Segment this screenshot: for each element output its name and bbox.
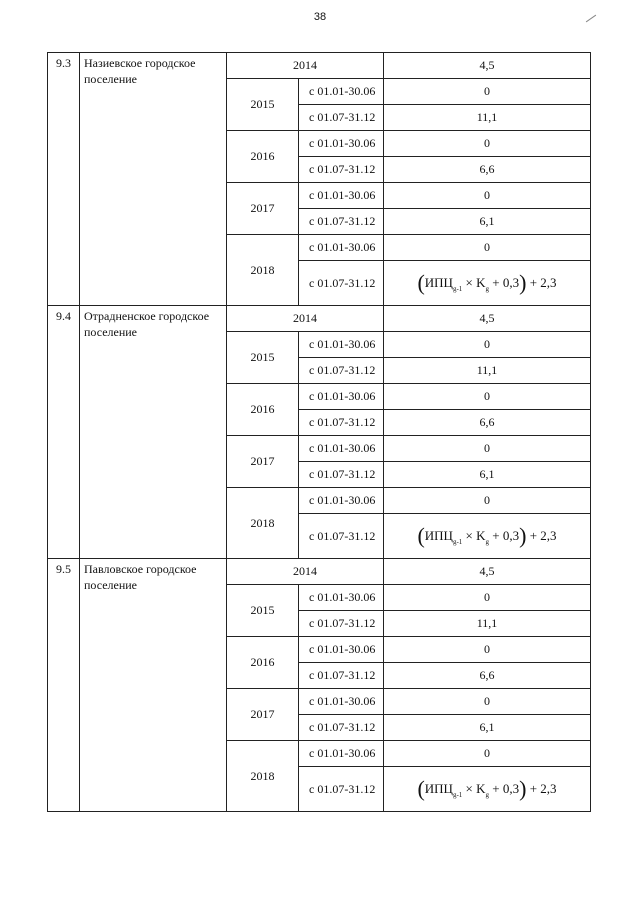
period-cell: с 01.07-31.12 bbox=[299, 261, 384, 306]
period-cell: с 01.01-30.06 bbox=[299, 131, 384, 157]
formula-expression bbox=[417, 270, 556, 296]
period-cell: с 01.07-31.12 bbox=[299, 358, 384, 384]
year-cell: 2017 bbox=[227, 183, 299, 235]
formula-tail: + 2,3 bbox=[526, 275, 557, 290]
year-cell: 2016 bbox=[227, 384, 299, 436]
value-cell: 11,1 bbox=[384, 358, 591, 384]
value-cell: 6,1 bbox=[384, 462, 591, 488]
period-cell: с 01.01-30.06 bbox=[299, 332, 384, 358]
period-cell: с 01.07-31.12 bbox=[299, 209, 384, 235]
year-cell: 2016 bbox=[227, 637, 299, 689]
value-cell: 6,6 bbox=[384, 157, 591, 183]
period-cell: с 01.07-31.12 bbox=[299, 663, 384, 689]
value-cell: 0 bbox=[384, 741, 591, 767]
value-cell: 4,5 bbox=[384, 559, 591, 585]
value-cell: 6,6 bbox=[384, 410, 591, 436]
formula-open-paren: ( bbox=[417, 776, 425, 801]
period-cell: с 01.01-30.06 bbox=[299, 183, 384, 209]
period-cell: с 01.07-31.12 bbox=[299, 105, 384, 131]
period-cell: с 01.01-30.06 bbox=[299, 79, 384, 105]
formula-plus: + 0,3 bbox=[489, 781, 520, 796]
period-cell: с 01.01-30.06 bbox=[299, 689, 384, 715]
formula-close-paren: ) bbox=[519, 523, 527, 548]
formula-open-paren: ( bbox=[417, 523, 425, 548]
formula-k-subscript: g bbox=[485, 538, 490, 546]
period-cell: с 01.07-31.12 bbox=[299, 514, 384, 559]
period-cell: с 01.01-30.06 bbox=[299, 585, 384, 611]
formula-times-k: × K bbox=[462, 528, 486, 543]
formula-tail: + 2,3 bbox=[526, 528, 557, 543]
year-cell: 2015 bbox=[227, 79, 299, 131]
year-cell: 2016 bbox=[227, 131, 299, 183]
formula-tail: + 2,3 bbox=[526, 781, 557, 796]
year-cell: 2018 bbox=[227, 741, 299, 812]
section-number: 9.5 bbox=[48, 559, 80, 812]
year-cell: 2015 bbox=[227, 332, 299, 384]
period-cell: с 01.07-31.12 bbox=[299, 410, 384, 436]
year-cell: 2017 bbox=[227, 689, 299, 741]
period-cell: с 01.01-30.06 bbox=[299, 436, 384, 462]
formula-cell bbox=[384, 261, 591, 306]
period-cell: с 01.01-30.06 bbox=[299, 637, 384, 663]
value-cell: 0 bbox=[384, 436, 591, 462]
formula-times-k: × K bbox=[462, 275, 486, 290]
settlement-name: Павловское городское поселение bbox=[80, 559, 227, 812]
period-cell: с 01.01-30.06 bbox=[299, 384, 384, 410]
value-cell: 0 bbox=[384, 488, 591, 514]
formula-ipc-subscript: g-1 bbox=[452, 285, 463, 293]
formula-close-paren: ) bbox=[519, 776, 527, 801]
formula-ipc: ИПЦ bbox=[424, 528, 453, 543]
formula-ipc-subscript: g-1 bbox=[452, 538, 463, 546]
formula-plus: + 0,3 bbox=[489, 528, 520, 543]
value-cell: 6,1 bbox=[384, 715, 591, 741]
value-cell: 4,5 bbox=[384, 306, 591, 332]
value-cell: 4,5 bbox=[384, 53, 591, 79]
page-number: 38 bbox=[313, 11, 327, 23]
formula-open-paren: ( bbox=[417, 270, 425, 295]
formula-expression bbox=[417, 776, 556, 802]
value-cell: 0 bbox=[384, 637, 591, 663]
period-cell: с 01.07-31.12 bbox=[299, 715, 384, 741]
formula-k-subscript: g bbox=[485, 285, 490, 293]
year-cell: 2018 bbox=[227, 488, 299, 559]
formula-close-paren: ) bbox=[519, 270, 527, 295]
formula-times-k: × K bbox=[462, 781, 486, 796]
table-row bbox=[48, 306, 591, 332]
value-cell: 0 bbox=[384, 79, 591, 105]
value-cell: 0 bbox=[384, 689, 591, 715]
section-number: 9.3 bbox=[48, 53, 80, 306]
formula-plus: + 0,3 bbox=[489, 275, 520, 290]
year-cell: 2014 bbox=[227, 53, 384, 79]
period-cell: с 01.07-31.12 bbox=[299, 611, 384, 637]
value-cell: 0 bbox=[384, 332, 591, 358]
value-cell: 0 bbox=[384, 235, 591, 261]
value-cell: 0 bbox=[384, 131, 591, 157]
year-cell: 2014 bbox=[227, 559, 384, 585]
value-cell: 11,1 bbox=[384, 611, 591, 637]
formula-ipc: ИПЦ bbox=[424, 781, 453, 796]
period-cell: с 01.07-31.12 bbox=[299, 462, 384, 488]
year-cell: 2014 bbox=[227, 306, 384, 332]
formula-expression bbox=[417, 523, 556, 549]
value-cell: 0 bbox=[384, 585, 591, 611]
period-cell: с 01.01-30.06 bbox=[299, 741, 384, 767]
value-cell: 11,1 bbox=[384, 105, 591, 131]
section-number: 9.4 bbox=[48, 306, 80, 559]
tariff-table bbox=[47, 52, 591, 812]
settlement-name: Отрадненское городское поселение bbox=[80, 306, 227, 559]
period-cell: с 01.07-31.12 bbox=[299, 767, 384, 812]
period-cell: с 01.07-31.12 bbox=[299, 157, 384, 183]
formula-cell bbox=[384, 767, 591, 812]
formula-cell bbox=[384, 514, 591, 559]
year-cell: 2018 bbox=[227, 235, 299, 306]
formula-ipc-subscript: g-1 bbox=[452, 791, 463, 799]
value-cell: 0 bbox=[384, 183, 591, 209]
year-cell: 2015 bbox=[227, 585, 299, 637]
table-row bbox=[48, 53, 591, 79]
period-cell: с 01.01-30.06 bbox=[299, 488, 384, 514]
period-cell: с 01.01-30.06 bbox=[299, 235, 384, 261]
value-cell: 6,6 bbox=[384, 663, 591, 689]
formula-ipc: ИПЦ bbox=[424, 275, 453, 290]
value-cell: 6,1 bbox=[384, 209, 591, 235]
table-row bbox=[48, 559, 591, 585]
settlement-name: Назиевское городское поселение bbox=[80, 53, 227, 306]
value-cell: 0 bbox=[384, 384, 591, 410]
formula-k-subscript: g bbox=[485, 791, 490, 799]
year-cell: 2017 bbox=[227, 436, 299, 488]
